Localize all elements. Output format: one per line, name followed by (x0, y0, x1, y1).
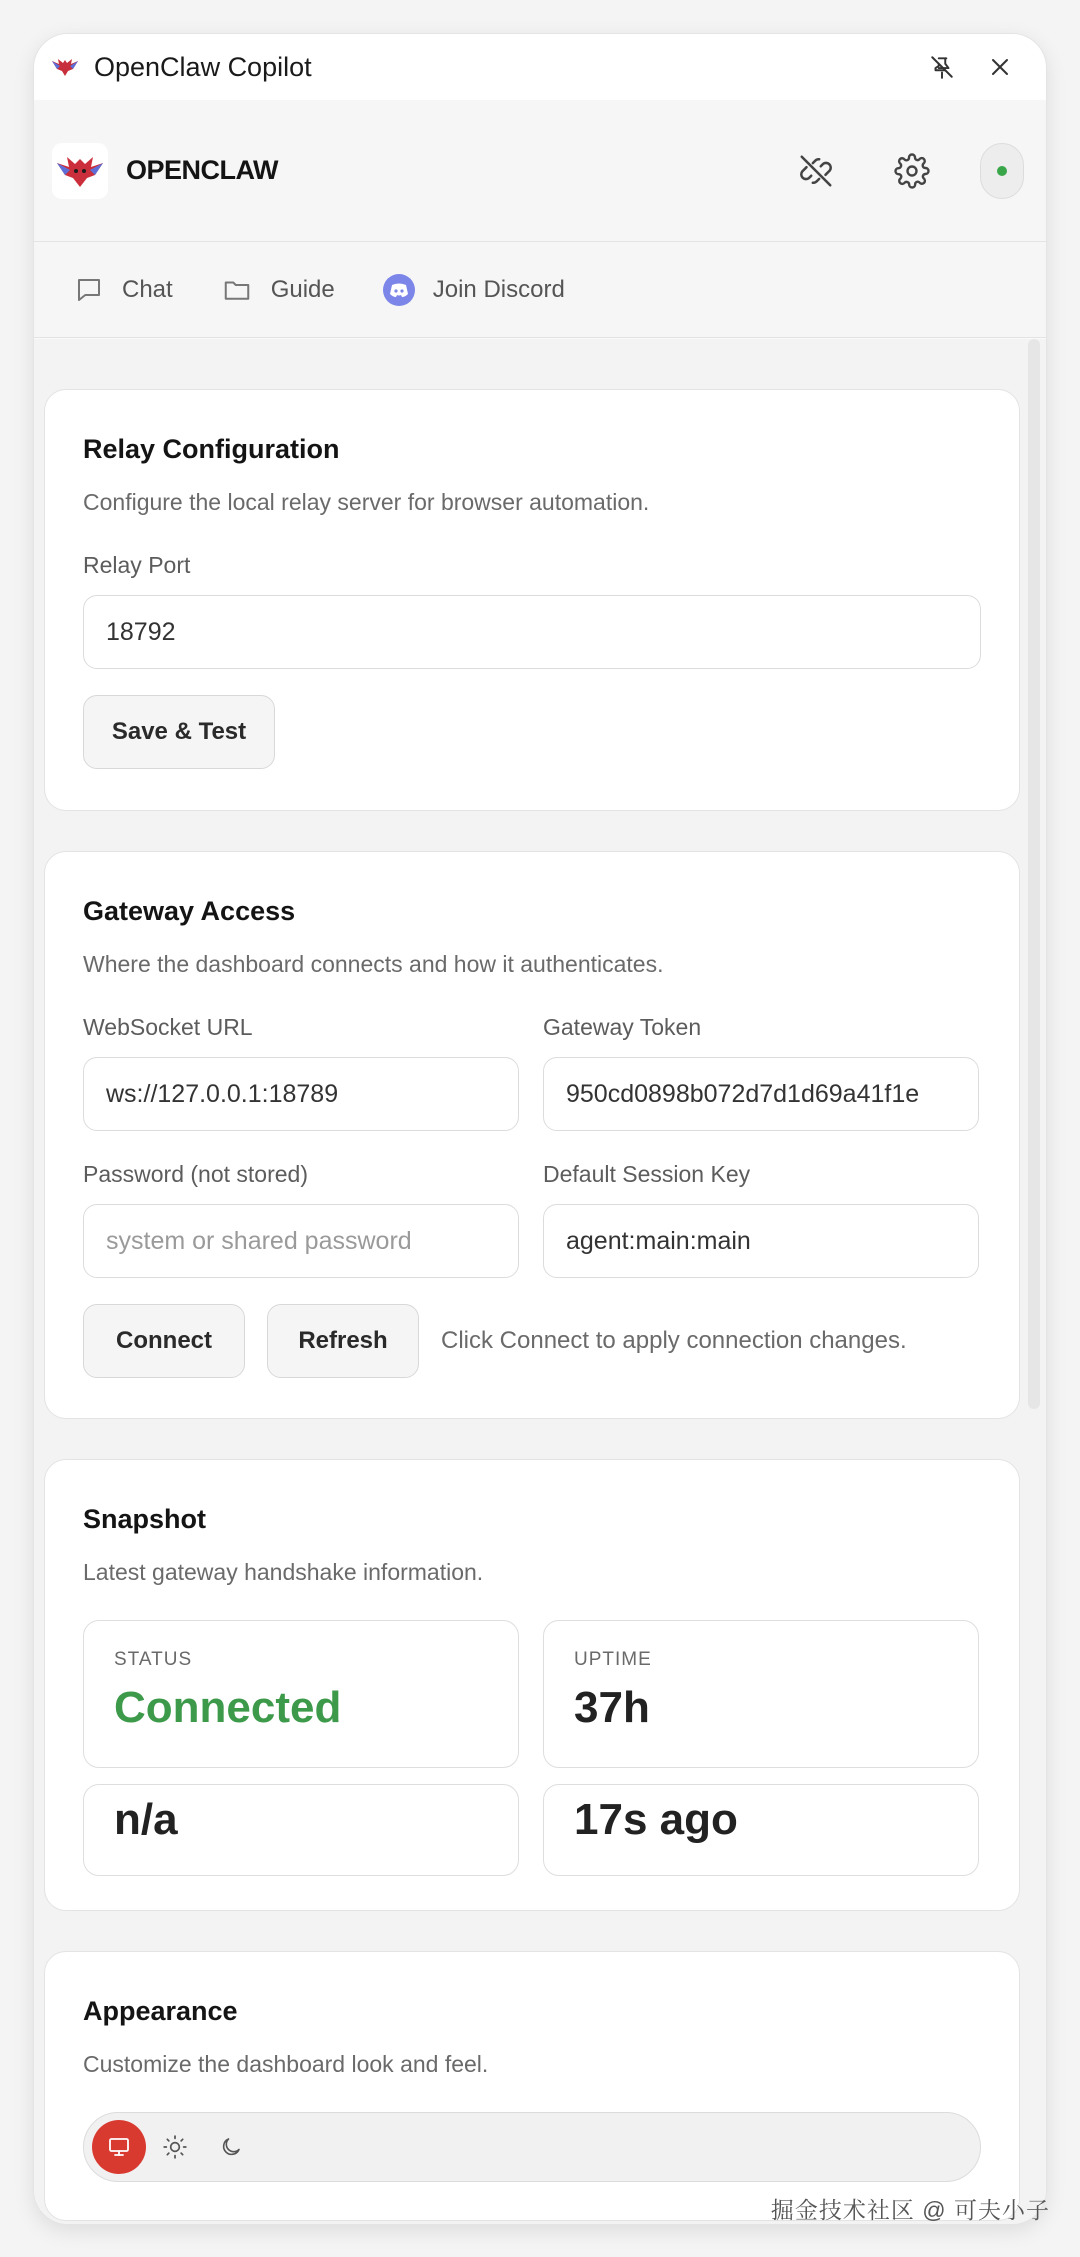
uptime-stat (543, 1620, 979, 1768)
appearance-card (44, 1951, 1020, 2221)
monitor-icon (106, 2135, 132, 2159)
connect-button[interactable]: Connect (83, 1304, 245, 1378)
snapshot-description: Latest gateway handshake information. (83, 1559, 484, 1585)
gateway-access-card (44, 851, 1020, 1419)
status-stat-label: STATUS (114, 1649, 193, 1670)
window-title: OpenClaw Copilot (94, 51, 312, 82)
save-test-button[interactable]: Save & Test (83, 695, 275, 769)
snapshot-title: Snapshot (83, 1504, 207, 1534)
relay-port-input[interactable]: 18792 (83, 595, 981, 669)
password-input[interactable]: system or shared password (83, 1204, 519, 1278)
theme-light-option[interactable] (148, 2120, 202, 2174)
relay-config-card (44, 389, 1020, 811)
disconnect-button[interactable] (792, 147, 840, 195)
stat-card (83, 1784, 519, 1876)
brand-name: OPENCLAW (126, 155, 279, 185)
relay-title: Relay Configuration (83, 434, 340, 464)
connection-status-indicator[interactable] (980, 143, 1024, 199)
theme-system-option[interactable] (92, 2120, 146, 2174)
uptime-stat-label: UPTIME (574, 1649, 652, 1670)
discord-icon (383, 274, 415, 306)
theme-dark-option[interactable] (204, 2120, 258, 2174)
websocket-url-input[interactable]: ws://127.0.0.1:18789 (83, 1057, 519, 1131)
sun-icon (162, 2134, 188, 2160)
stat-value: n/a (114, 1795, 178, 1844)
moon-icon (219, 2135, 243, 2159)
title-bar (34, 34, 1046, 100)
chat-icon (74, 275, 104, 305)
websocket-url-label: WebSocket URL (83, 1014, 253, 1040)
appearance-description: Customize the dashboard look and feel. (83, 2051, 489, 2077)
pin-off-icon (929, 54, 955, 80)
gateway-token-label: Gateway Token (543, 1014, 702, 1040)
snapshot-card (44, 1459, 1020, 1911)
close-icon (988, 55, 1012, 79)
settings-button[interactable] (888, 147, 936, 195)
status-stat (83, 1620, 519, 1768)
nav-item-chat[interactable] (74, 275, 173, 305)
appearance-title: Appearance (83, 1996, 238, 2026)
last-seen-stat-value: 17s ago (574, 1795, 738, 1844)
nav-chat-label: Chat (122, 275, 173, 303)
copilot-window (34, 34, 1046, 2224)
openclaw-logo-icon (55, 151, 105, 191)
brand-logo (52, 143, 108, 199)
close-button[interactable] (980, 47, 1020, 87)
password-label: Password (not stored) (83, 1161, 308, 1187)
relay-description: Configure the local relay server for browser automation. (83, 489, 650, 515)
settings-content (34, 339, 1046, 2224)
status-stat-value: Connected (114, 1683, 342, 1732)
watermark-text: 掘金技术社区 @ 可夫小子 (770, 2197, 1050, 2223)
top-nav (34, 242, 1046, 338)
gateway-description: Where the dashboard connects and how it authenticates. (83, 951, 664, 977)
folder-icon (221, 275, 253, 305)
relay-port-label: Relay Port (83, 552, 191, 578)
nav-item-discord[interactable] (383, 274, 565, 306)
content-scrollbar[interactable] (1028, 339, 1040, 1409)
theme-switcher (83, 2112, 981, 2182)
uptime-stat-value: 37h (574, 1683, 650, 1732)
gateway-token-input[interactable]: 950cd0898b072d7d1d69a41f1e (543, 1057, 979, 1131)
status-dot (997, 166, 1007, 176)
app-header (34, 100, 1046, 242)
openclaw-logo-icon (50, 52, 80, 82)
gear-icon (894, 153, 930, 189)
connection-hint: Click Connect to apply connection changes. (441, 1327, 907, 1354)
session-key-label: Default Session Key (543, 1161, 751, 1187)
nav-item-guide[interactable] (221, 275, 335, 305)
session-key-input[interactable]: agent:main:main (543, 1204, 979, 1278)
unlink-icon (797, 152, 835, 190)
gateway-title: Gateway Access (83, 896, 296, 926)
nav-discord-label: Join Discord (432, 275, 565, 303)
refresh-button[interactable]: Refresh (267, 1304, 419, 1378)
unpin-button[interactable] (922, 47, 962, 87)
nav-guide-label: Guide (270, 275, 335, 303)
last-seen-stat (543, 1784, 979, 1876)
